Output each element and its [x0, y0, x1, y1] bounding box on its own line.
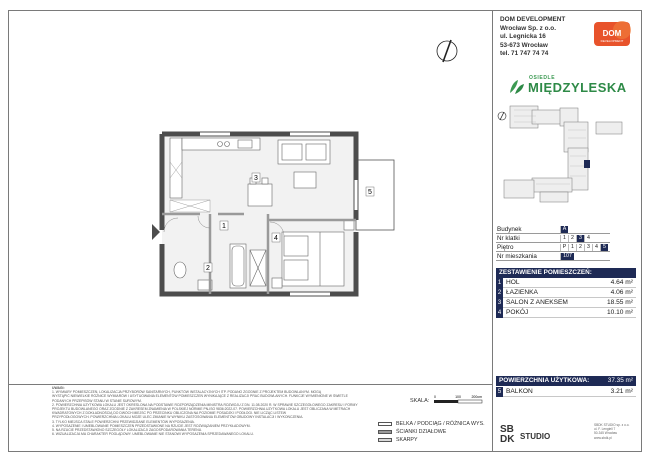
- svg-text:DOM: DOM: [602, 29, 622, 38]
- scale-tick-1: 100: [455, 395, 461, 399]
- room-row: [496, 298, 636, 308]
- note-line: PRZYPODŁOGOWYCH. POWIERZCHNIA LOKALU MOŻE ULEC ZMIANIE W WYNIKU ZASTOSOWANIA ELEMENTÓW OBUDOWY INSTALACJI I WYKOŃCZENIA.: [52, 415, 304, 420]
- location-table: [496, 225, 610, 261]
- compass-icon: [432, 36, 462, 66]
- company-street: ul. Legnicka 16: [500, 33, 546, 41]
- legend-label: SKARPY: [396, 437, 418, 443]
- floor-plan: [120, 120, 410, 300]
- company-name: DOM DEVELOPMENT: [500, 16, 566, 23]
- location-option: 1: [568, 244, 576, 251]
- location-option: 2: [568, 235, 576, 242]
- room-row: [496, 308, 636, 318]
- location-option: 5: [600, 244, 608, 251]
- room-area: 10.10 m²: [606, 309, 633, 316]
- room-row: [496, 288, 636, 298]
- room-number: 1: [497, 280, 502, 286]
- total-area-row: [496, 376, 636, 386]
- balcony-name: BALKON: [506, 388, 533, 395]
- location-option: 3: [584, 244, 592, 251]
- note-line: 1. WYMIARY POMIESZCZEŃ, LOKALIZACJA PRZYBORÓW SANITARNYCH, PUNKTÓW INSTALACYJNYCH ITP. PODANO ZGODNIE Z PROJEKTEM BUDOWLANYM. MOGĄ: [52, 390, 322, 395]
- plan-room-label: 3: [254, 175, 258, 182]
- location-row: [496, 252, 610, 261]
- svg-text:SB: SB: [500, 424, 514, 435]
- room-number: 3: [497, 300, 502, 306]
- plan-room-label: 2: [206, 265, 210, 272]
- studio-line: 50-345 Wrocław: [594, 431, 617, 436]
- studio-address: [594, 423, 629, 440]
- studio-line: www.sbdk.pl: [594, 435, 612, 440]
- location-option: 4: [592, 244, 600, 251]
- location-row: [496, 243, 610, 252]
- location-option: 4: [584, 235, 592, 242]
- note-line: 6. WIZUALIZACJA MA CHARAKTER POGLĄDOWY. UMEBLOWANIE NIE STANOWI WYPOSAŻENIA SPRZEDAWANEGO LOKALU.: [52, 432, 254, 437]
- studio-line: ul. F. Lengiell 7: [594, 427, 616, 432]
- location-label: Nr klatki: [497, 235, 520, 242]
- location-label: Nr mieszkania: [497, 253, 537, 260]
- legend-item: [378, 420, 485, 428]
- entrance-arrow-icon: [152, 224, 160, 240]
- note-line: WYSTĄPIĆ NIEWIELKIE RÓŻNICE WYMIARÓW I USYTUOWANIA ELEMENTÓW POMIESZCZEŃ WYNIKAJĄCE Z REALIZACJI PRAC BUDOWLANYCH. FUNKCJE WYMIENIONE W ŚWIETLE: [52, 394, 348, 399]
- note-line: 3. TYLKO MIEJSCA STAŁE POWIERZCHNI PRZEWIDZIANE ELEMENTÓW WYPOSAŻENIA.: [52, 419, 195, 424]
- notes: [52, 386, 370, 436]
- company-phone: tel. 71 747 74 74: [500, 50, 549, 58]
- plan-room-label: 1: [222, 223, 226, 230]
- dom-development-logo: [592, 20, 632, 48]
- studio-line: SBDK STUDIO sp. z o.o.: [594, 423, 630, 427]
- balcony-row: [496, 387, 636, 397]
- legend-swatch: [378, 422, 392, 426]
- company-city: 53-673 Wrocław: [500, 41, 548, 49]
- scale-tick-0: 0: [434, 395, 436, 399]
- svg-text:DEVELOPMENT: DEVELOPMENT: [600, 39, 624, 43]
- total-area-value: 37.35 m²: [607, 377, 633, 384]
- sbdk-studio-logo: [500, 422, 560, 444]
- brand-small: OSIEDLE: [529, 75, 556, 81]
- company-info: [500, 16, 565, 59]
- location-label: Budynek: [497, 226, 522, 233]
- room-name: POKÓJ: [506, 309, 529, 316]
- note-line: 2. POWIERZCHNIA UŻYTKOWA LOKALU JEST OKREŚLONA NA PODSTAWIE ROZPORZĄDZENIA MINISTRA ROZWOJU Z DN. 11.08.2020 R. W SPRAWIE SZCZEGÓŁOWEGO ZAKRESU I FORMY: [52, 402, 358, 407]
- location-option: 107: [560, 253, 574, 260]
- location-row: [496, 234, 610, 243]
- legend-swatch: [378, 430, 392, 434]
- notes-title: UWAGI:: [52, 386, 65, 390]
- location-label: Piętro: [497, 244, 514, 251]
- legend-label: BELKA / PODCIĄG / RÓŻNICA WYS.: [396, 421, 485, 427]
- legend-swatch: [378, 438, 392, 442]
- note-line: PODANYCH PRZEPISÓW STANU W STANIE SUROWYM.: [52, 398, 142, 403]
- svg-text:DK: DK: [500, 434, 515, 444]
- balcony-area: 3.21 m²: [610, 388, 633, 395]
- room-row: [496, 278, 636, 288]
- legend-label: ŚCIANKI DZIAŁOWE: [396, 429, 447, 435]
- brand-name: MIĘDZYLESKA: [528, 80, 627, 95]
- note-line: 4. WYPOSAŻENIE I UMEBLOWANIE POMIESZCZEŃ PRZEDSTAWIONE NA RZUCIE JEST ROZWIĄZANIEM PRZYKŁADOWYM.: [52, 423, 251, 428]
- legend-item: [378, 436, 485, 444]
- room-number: 2: [497, 290, 502, 296]
- room-name: SALON Z ANEKSEM: [506, 299, 568, 306]
- sheet-divider: [492, 10, 493, 452]
- room-number: 4: [497, 310, 502, 316]
- development-brand: [508, 75, 627, 97]
- scale-label: SKALA:: [410, 398, 430, 404]
- scale-tick-2: 200cm: [471, 395, 482, 399]
- balcony-number: 5: [497, 389, 502, 395]
- total-area-label: POWIERZCHNIA UŻYTKOWA:: [499, 377, 590, 384]
- legend-item: [378, 428, 485, 436]
- studio-name: STUDIO: [520, 432, 551, 441]
- location-row: [496, 225, 610, 234]
- room-area: 4.06 m²: [610, 289, 633, 296]
- rooms-table-header: ZESTAWIENIE POMIESZCZEŃ:: [496, 268, 636, 278]
- location-option: 1: [560, 235, 568, 242]
- note-line: 5. NA RZUCIE PRZEDSTAWIONO SZCZEGÓŁY LOKALIZACJI ZAGOSPODAROWANIA TERENU.: [52, 428, 203, 433]
- plan-room-label: 5: [368, 189, 372, 196]
- room-area: 18.55 m²: [606, 299, 633, 306]
- footer-rule: [8, 384, 492, 385]
- room-area: 4.64 m²: [610, 279, 633, 286]
- building-key-plan: [496, 104, 638, 224]
- scale-bar: [432, 394, 484, 408]
- rooms-table: [496, 268, 636, 318]
- room-name: ŁAZIENKA: [506, 289, 538, 296]
- note-line: PROJEKTU BUDOWLANEGO ORAZ ZGODNIE Z ZAKRESEM ZNAMIENIA W POLSKIEJ NORMIE PN-ISO 9836:2022-07. POWIERZCHNIA UŻYTKOWA LOKALU JEST OBLICZANA W METRACH: [52, 407, 351, 412]
- location-option: 3: [576, 235, 584, 242]
- room-name: HOL: [506, 279, 520, 286]
- legend: [378, 420, 485, 444]
- location-option: 2: [576, 244, 584, 251]
- location-option: A: [560, 226, 568, 233]
- leaf-icon: [508, 78, 526, 96]
- company-entity: Wrocław Sp. z o.o.: [500, 24, 556, 32]
- note-line: KWADRATOWYCH Z DOKŁADNOŚCIĄ DO DWÓCH MIEJSC PO PRZECINKU OBLICZONA NA POZIOMIE POSADZKI I PODŁOGI. NIE LICZĄC LISTEW: [52, 411, 287, 416]
- location-option: P: [560, 244, 568, 251]
- plan-room-label: 4: [274, 235, 278, 242]
